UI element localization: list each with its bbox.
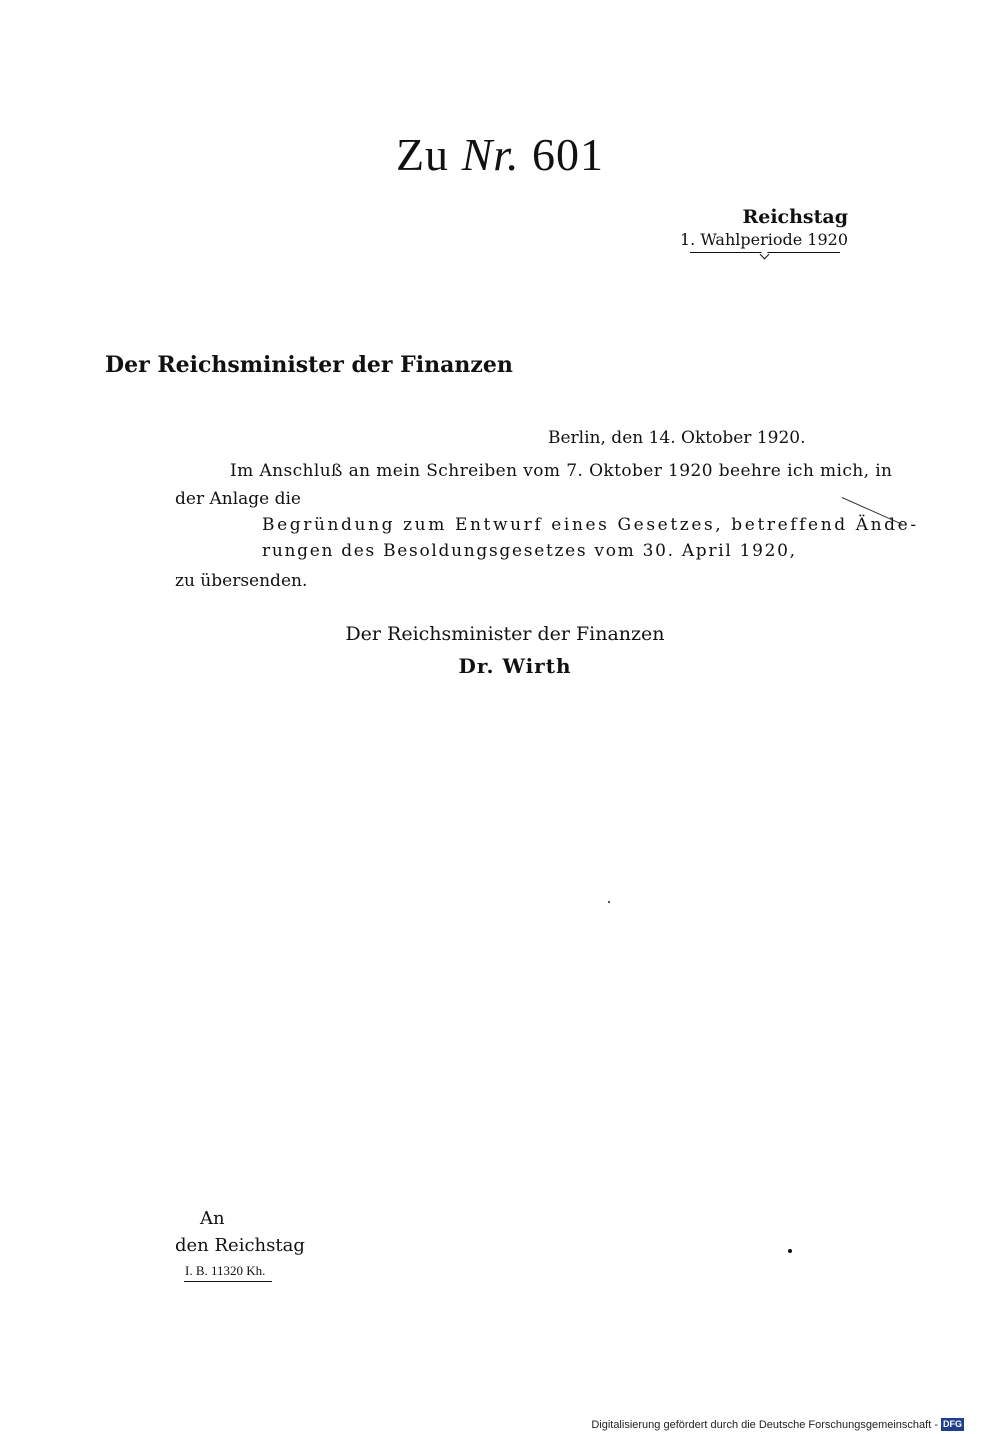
scan-speck — [788, 1249, 792, 1253]
subject-line-2: rungen des Besoldungsgesetzes vom 30. April 1920, — [262, 541, 797, 561]
paragraph-line-1: Im Anschluß an mein Schreiben vom 7. Oktober 1920 beehre ich mich, in — [230, 461, 893, 481]
subject-line-1: Begründung zum Entwurf eines Gesetzes, betreffend Ände- — [262, 515, 919, 535]
doc-number: 601 — [532, 129, 605, 180]
reichstag-stamp — [680, 205, 848, 251]
address-reference: I. B. 11320 Kh. — [185, 1263, 266, 1278]
doc-nr-label: Nr. — [461, 129, 520, 180]
document-number-heading — [0, 128, 1000, 181]
reichstag-title: Reichstag — [742, 206, 848, 228]
signature-name: Dr. Wirth — [458, 654, 572, 678]
sender-heading: Der Reichsminister der Finanzen — [105, 352, 513, 378]
paragraph-line-2: der Anlage die — [175, 489, 301, 509]
signature-title: Der Reichsminister der Finanzen — [345, 623, 665, 645]
footer-text: Digitalisierung gefördert durch die Deutsche Forschungsgemeinschaft - — [591, 1418, 938, 1431]
scan-speck — [608, 901, 610, 903]
doc-prefix: Zu — [395, 129, 450, 180]
date-line: Berlin, den 14. Oktober 1920. — [548, 428, 806, 448]
address-an: An — [200, 1208, 225, 1229]
address-recipient: den Reichstag — [175, 1235, 305, 1256]
digitization-footer — [591, 1418, 964, 1431]
address-underline — [184, 1281, 272, 1282]
reichstag-period: 1. Wahlperiode 1920 — [680, 230, 848, 249]
closing-line: zu übersenden. — [175, 571, 308, 591]
dfg-logo: DFG — [943, 1419, 962, 1429]
